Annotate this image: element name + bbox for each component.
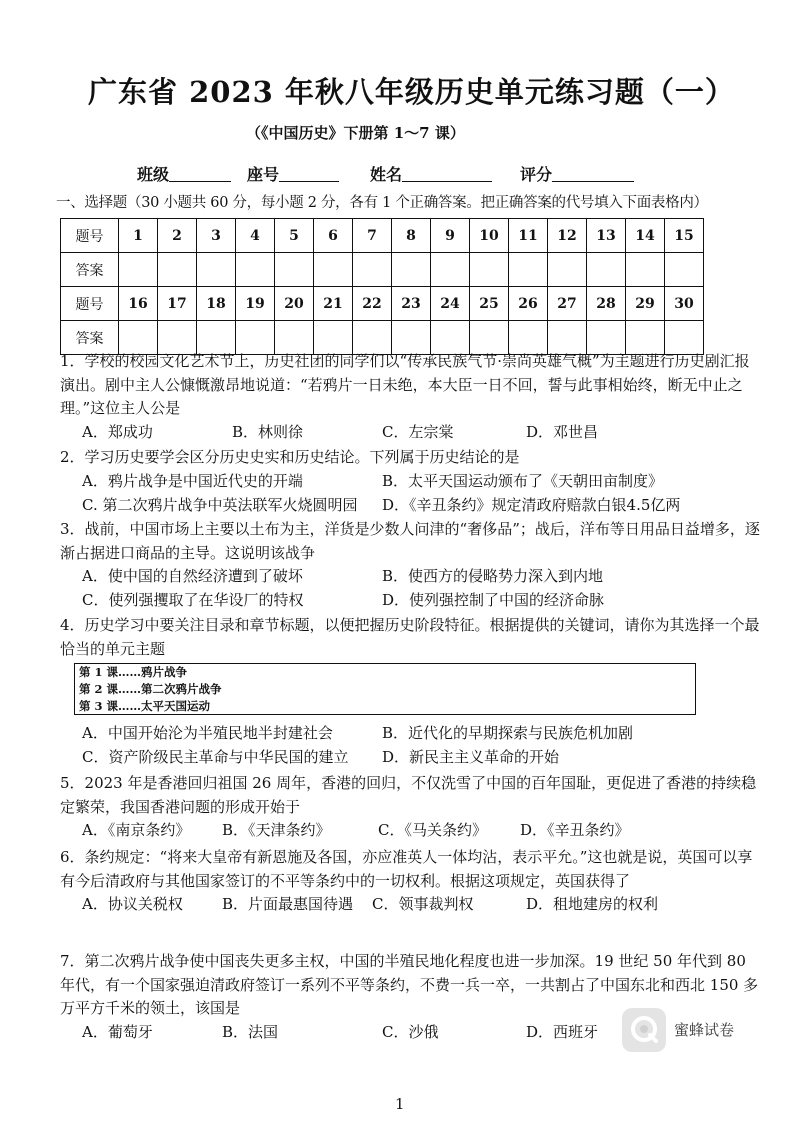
answer-table-1 — [60, 218, 704, 287]
page-number: 1 — [395, 1095, 405, 1113]
option-a[interactable]: A．郑成功 — [82, 422, 153, 441]
number-row-label: 题号 — [61, 219, 119, 253]
answer-row-label: 答案 — [61, 321, 119, 355]
question-number-cell: 28 — [587, 287, 626, 321]
bee-exam-logo-icon — [622, 1008, 666, 1052]
option-c[interactable]: C．使列强攫取了在华设厂的特权 — [82, 591, 304, 609]
option-c[interactable]: C. 第二次鸦片战争中英法联军火烧圆明园 — [82, 495, 358, 514]
page-title: 广东省 2023 年秋八年级历史单元练习题（一） — [88, 75, 735, 109]
option-d[interactable]: D．邓世昌 — [526, 422, 599, 441]
question-number-cell: 26 — [509, 287, 548, 321]
option-a[interactable]: A．鸦片战争是中国近代史的开端 — [82, 471, 303, 490]
class-label: 班级 — [137, 165, 170, 184]
question-options — [60, 722, 760, 746]
question-number-cell: 4 — [236, 219, 275, 253]
option-a[interactable]: A．协议关税权 — [82, 895, 183, 913]
question-number-cell: 24 — [431, 287, 470, 321]
answer-cell[interactable] — [119, 253, 158, 287]
option-b[interactable]: B．太平天国运动颁布了《天朝田亩制度》 — [382, 471, 664, 490]
option-d[interactable]: D．租地建房的权利 — [526, 895, 659, 913]
score-blank[interactable] — [552, 167, 634, 182]
option-b[interactable]: B．近代化的早期探索与民族危机加剧 — [382, 724, 634, 742]
question-number-cell: 22 — [353, 287, 392, 321]
question-number-cell: 21 — [314, 287, 353, 321]
question-options — [60, 470, 760, 494]
answer-cell[interactable] — [626, 253, 665, 287]
question-number-cell: 17 — [158, 287, 197, 321]
answer-table-2 — [60, 286, 704, 355]
question-stem: 7．第二次鸦片战争使中国丧失更多主权，中国的半殖民地化程度也进一步加深。19 世纪 50 年代到 80 年代，有一个国家强迫清政府签订一系列不平等条约，不费一兵一卒，一共割占了中国东北和西北 150 多万平方千米的领土，该国是 — [60, 952, 759, 1017]
question-5 — [60, 772, 760, 843]
answer-cell[interactable] — [314, 253, 353, 287]
question-1 — [60, 350, 760, 445]
question-number-cell: 15 — [665, 219, 704, 253]
answer-cell[interactable] — [353, 253, 392, 287]
question-stem: 2．学习历史要学会区分历史史实和历史结论。下列属于历史结论的是 — [60, 448, 520, 466]
option-d[interactable]: D．使列强控制了中国的经济命脉 — [382, 591, 605, 609]
option-b[interactable]: B．片面最惠国待遇 — [222, 895, 354, 913]
question-number-cell: 5 — [275, 219, 314, 253]
question-options — [60, 746, 760, 770]
option-c[interactable]: C．左宗棠 — [382, 422, 454, 441]
option-c[interactable]: C．领事裁判权 — [372, 895, 474, 913]
question-stem: 1．学校的校园文化艺术节上，历史社团的同学们以“传承民族气节·崇尚英雄气概”为主题进行历史剧汇报演出。剧中主人公慷慨激昂地说道：“若鸦片一日未绝，本大臣一日不回，誓与此事相始终，断无中止之理。”这位主人公是 — [60, 352, 750, 417]
option-c[interactable]: C．《马关条约》 — [378, 821, 487, 839]
lesson-line: 第 3 课……太平天国运动 — [79, 699, 211, 713]
score-label: 评分 — [520, 165, 553, 184]
lesson-keyword-box — [74, 663, 696, 715]
answer-cell[interactable] — [236, 253, 275, 287]
question-number-cell: 20 — [275, 287, 314, 321]
question-number-cell: 8 — [392, 219, 431, 253]
question-options — [60, 565, 760, 589]
class-field — [137, 162, 231, 185]
option-b[interactable]: B．林则徐 — [232, 422, 304, 441]
option-a[interactable]: A．《南京条约》 — [82, 821, 191, 839]
lesson-line: 第 2 课……第二次鸦片战争 — [79, 682, 222, 696]
question-number-cell: 14 — [626, 219, 665, 253]
option-c[interactable]: C．沙俄 — [382, 1022, 439, 1041]
number-row-label: 题号 — [61, 287, 119, 321]
answer-cell[interactable] — [665, 253, 704, 287]
answer-table-answer-row — [61, 253, 704, 287]
question-number-cell: 11 — [509, 219, 548, 253]
question-number-cell: 12 — [548, 219, 587, 253]
question-2 — [60, 446, 760, 518]
question-number-cell: 3 — [197, 219, 236, 253]
question-options — [60, 893, 760, 917]
question-options — [60, 589, 760, 613]
question-stem: 3．战前，中国市场上主要以土布为主，洋货是少数人问津的“奢侈品”；战后，洋布等日用品日益增多，逐渐占据进口商品的主导。这说明该战争 — [60, 520, 760, 562]
question-6 — [60, 846, 760, 917]
question-number-cell: 6 — [314, 219, 353, 253]
answer-cell[interactable] — [509, 253, 548, 287]
answer-cell[interactable] — [470, 253, 509, 287]
section-heading: 一、选择题（30 小题共 60 分，每小题 2 分，各有 1 个正确答案。把正确答案的代号填入下面表格内） — [56, 195, 708, 211]
question-number-cell: 16 — [119, 287, 158, 321]
question-3 — [60, 518, 760, 613]
question-number-cell: 29 — [626, 287, 665, 321]
option-c[interactable]: C．资产阶级民主革命与中华民国的建立 — [82, 748, 349, 766]
question-number-cell: 13 — [587, 219, 626, 253]
lesson-line: 第 1 课……鸦片战争 — [79, 665, 188, 679]
question-number-cell: 25 — [470, 287, 509, 321]
question-number-cell: 23 — [392, 287, 431, 321]
question-number-cell: 2 — [158, 219, 197, 253]
question-number-cell: 27 — [548, 287, 587, 321]
option-d[interactable]: D．《辛丑条约》规定清政府赔款白银4.5亿两 — [382, 495, 681, 514]
answer-cell[interactable] — [197, 253, 236, 287]
question-stem: 5．2023 年是香港回归祖国 26 周年，香港的回归，不仅洗雪了中国的百年国耻，更促进了香港的持续稳定繁荣，我国香港问题的形成开始于 — [60, 774, 757, 816]
option-d[interactable]: D．新民主主义革命的开始 — [382, 748, 560, 766]
page-subtitle: （《中国历史》下册第 1～7 课） — [246, 124, 465, 142]
question-number-cell: 10 — [470, 219, 509, 253]
answer-table-number-row — [61, 219, 704, 253]
class-blank[interactable] — [169, 167, 231, 182]
name-field — [370, 162, 492, 185]
question-4-options — [60, 722, 760, 770]
question-number-cell: 19 — [236, 287, 275, 321]
option-d[interactable]: D．《辛丑条约》 — [520, 821, 630, 839]
question-options — [60, 494, 760, 518]
answer-table-number-row — [61, 287, 704, 321]
score-field — [520, 162, 634, 185]
answer-cell[interactable] — [548, 253, 587, 287]
question-options — [60, 421, 760, 445]
answer-cell[interactable] — [587, 253, 626, 287]
answer-row-label: 答案 — [61, 253, 119, 287]
watermark-text: 蜜蜂试卷 — [674, 1021, 735, 1039]
question-stem: 4．历史学习中要关注目录和章节标题，以便把握历史阶段特征。根据提供的关键词，请你为其选择一个最恰当的单元主题 — [60, 616, 760, 658]
name-blank[interactable] — [402, 167, 492, 182]
question-stem: 6．条约规定：“将来大皇帝有新恩施及各国，亦应准英人一体均沾，表示平允。”这也就是说，英国可以享有今后清政府与其他国家签订的不平等条约中的一切权利。根据这项规定，英国获得了 — [60, 848, 753, 890]
answer-cell[interactable] — [392, 253, 431, 287]
answer-cell[interactable] — [275, 253, 314, 287]
option-b[interactable]: B．使西方的侵略势力深入到内地 — [382, 567, 604, 585]
option-a[interactable]: A．葡萄牙 — [82, 1022, 153, 1041]
answer-cell[interactable] — [158, 253, 197, 287]
option-a[interactable]: A．使中国的自然经济遭到了破坏 — [82, 567, 303, 585]
question-number-cell: 30 — [665, 287, 704, 321]
option-b[interactable]: B．《天津条约》 — [222, 821, 331, 839]
question-4 — [60, 614, 760, 661]
question-options — [60, 819, 760, 843]
question-number-cell: 18 — [197, 287, 236, 321]
seat-field — [247, 162, 339, 185]
seat-label: 座号 — [247, 165, 280, 184]
option-b[interactable]: B．法国 — [222, 1022, 279, 1041]
option-a[interactable]: A．中国开始沦为半殖民地半封建社会 — [82, 724, 333, 742]
option-d[interactable]: D．西班牙 — [526, 1022, 599, 1041]
seat-blank[interactable] — [279, 167, 339, 182]
question-number-cell: 1 — [119, 219, 158, 253]
question-number-cell: 9 — [431, 219, 470, 253]
name-label: 姓名 — [370, 165, 403, 184]
answer-cell[interactable] — [431, 253, 470, 287]
question-number-cell: 7 — [353, 219, 392, 253]
